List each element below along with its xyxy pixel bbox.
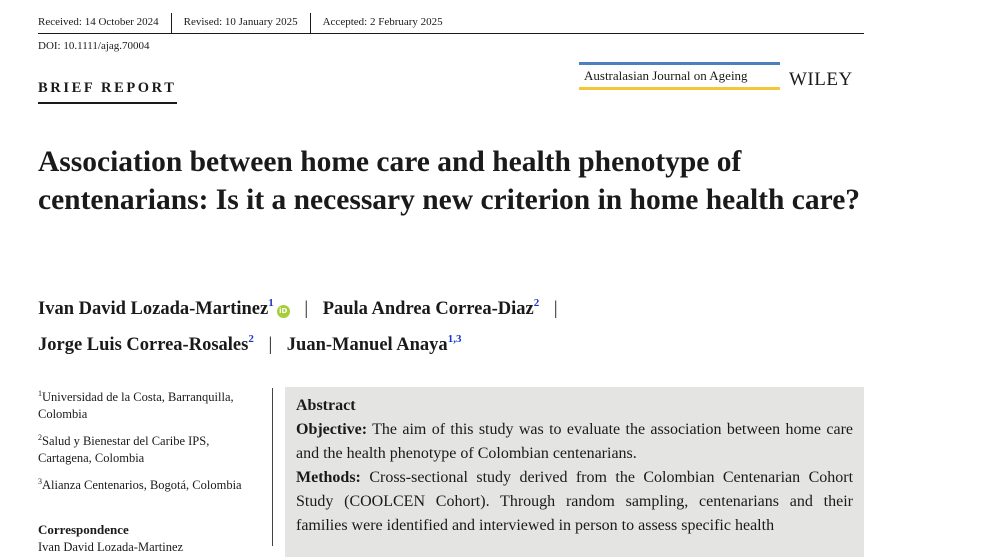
doi-link[interactable]: DOI: 10.1111/ajag.70004	[38, 40, 150, 52]
author-affiliation-ref[interactable]: 1	[268, 297, 274, 309]
affiliation-list	[38, 385, 263, 500]
author-separator: |	[304, 299, 309, 319]
received-date: Received: 14 October 2024	[38, 16, 159, 28]
author-separator: |	[553, 299, 558, 319]
affiliation-text: Universidad de la Costa, Barranquilla, Colombia	[38, 390, 234, 421]
column-divider	[272, 388, 273, 546]
journal-logo: Australasian Journal on Ageing	[579, 62, 780, 90]
article-type: BRIEF REPORT	[38, 80, 177, 104]
affiliation-number: 1	[38, 389, 42, 398]
accepted-date: Accepted: 2 February 2025	[322, 16, 443, 28]
objective-label: Objective:	[296, 421, 368, 438]
author-name[interactable]: Jorge Luis Correa-Rosales	[38, 335, 249, 355]
author-name[interactable]: Paula Andrea Correa-Diaz	[322, 299, 534, 319]
orcid-icon[interactable]: iD	[277, 305, 290, 318]
affiliation-item	[38, 429, 263, 467]
publication-history	[38, 13, 864, 34]
article-title: Association between home care and health phenotype of centenarians: Is it a necessary new criterion in home health care?	[38, 146, 861, 216]
publisher-logo: WILEY	[789, 69, 853, 90]
affiliation-item	[38, 385, 263, 423]
objective-text: The aim of this study was to evaluate the association between home care and the health phenotype of Colombian centenarians.	[296, 421, 853, 462]
affiliation-text: Alianza Centenarios, Bogotá, Colombia	[42, 478, 242, 492]
correspondence-name: Ivan David Lozada-Martinez	[38, 540, 184, 554]
author-name[interactable]: Ivan David Lozada-Martinez	[38, 299, 269, 319]
abstract-heading: Abstract	[296, 397, 356, 414]
abstract-objective	[296, 418, 853, 466]
revised-date: Revised: 10 January 2025	[183, 16, 298, 28]
methods-text: Cross-sectional study derived from the Colombian Centenarian Cohort Study (COOLCEN Cohort). Through random sampling, centenarians and their families were identified and interviewed in person to assess specific health	[296, 469, 854, 534]
affiliation-item	[38, 473, 263, 494]
abstract-box	[285, 387, 864, 557]
methods-label: Methods:	[296, 469, 361, 486]
history-divider	[310, 13, 311, 33]
author-affiliation-ref[interactable]: 1,3	[447, 333, 462, 345]
author-list	[38, 288, 868, 360]
history-divider	[171, 13, 172, 33]
correspondence-heading: Correspondence	[38, 522, 129, 537]
author-affiliation-ref[interactable]: 2	[248, 333, 254, 345]
affiliation-number: 3	[38, 477, 42, 486]
author-name[interactable]: Juan-Manuel Anaya	[286, 335, 448, 355]
abstract-methods	[296, 466, 853, 538]
author-separator: |	[268, 335, 273, 355]
affiliation-text: Salud y Bienestar del Caribe IPS, Cartagena, Colombia	[38, 434, 210, 465]
affiliation-number: 2	[38, 433, 42, 442]
author-affiliation-ref[interactable]: 2	[533, 297, 540, 309]
